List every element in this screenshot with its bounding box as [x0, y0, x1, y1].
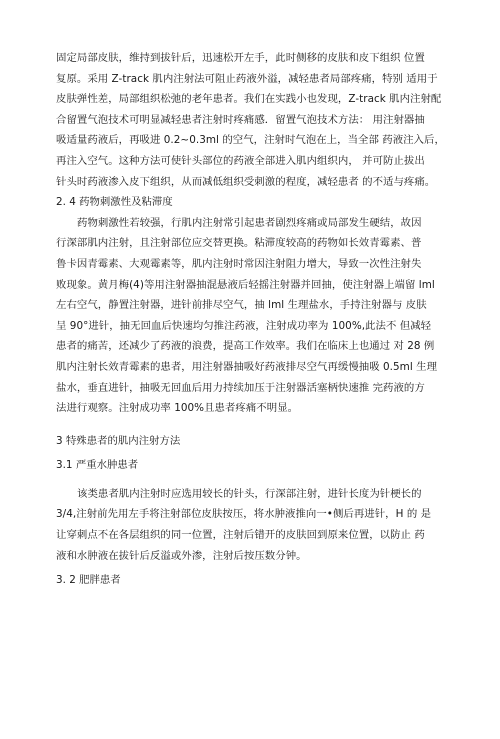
text-line: 皮肤弹性差，局部组织松弛的老年患者。我们在实践小也发现，Z-track 肌内注射配: [56, 93, 442, 106]
text-line: 吸适量药液后，再吸进 0.2~0.3ml 的空气，注射时气泡在上，当全部 药液注入后，: [56, 134, 445, 147]
paragraph-edema: [56, 484, 456, 566]
text-line: 该类患者肌内注射时应选用较长的针头，行深部注射，进针长度为针梗长的: [77, 487, 422, 500]
text-line: 3/4,注射前先用左手将注射部位皮肤按压，将水肿液推向一•侧后再进针，H 的 是: [56, 508, 432, 521]
text-line: 药物刺激性若较强，行肌内注射常引起患者剧烈疼痛或局部发生硬结，故因: [77, 216, 422, 229]
text-line: 左右空气，静置注射器，进针前排尽空气，抽 lml 生理盐水，手持注射器与 皮肤: [56, 299, 427, 312]
text-line: 行深部肌内注射，且注射部位应交替更换。粘滞度较高的药物如长效青霉素、普: [56, 237, 422, 250]
text-line: 液和水肿液在拔针后反溢或外渗，注射后按压数分钟。: [56, 549, 307, 562]
text-line: 固定局部皮肤，维持到拔针后，迅速松开左手，此时侧移的皮肤和皮下组织 位置: [56, 52, 425, 64]
section-heading-2-4: 2. 4 药物刺激性及粘滞度: [56, 196, 173, 209]
text-line: 败现象。黄月梅(4)等用注射器抽混悬液后轻摇注射器并回抽，使注射器上端留 lml: [56, 278, 435, 291]
document-page: [56, 48, 456, 591]
section-heading-3: 3 特殊患者的肌内注射方法: [56, 434, 181, 447]
text-line: 让穿刺点不在各层组织的同一位置，注射后错开的皮肤回到原来位置，以防止 药: [56, 529, 425, 542]
text-line: 法进行观察。注射成功率 100%且患者疼痛不明显。: [56, 402, 299, 415]
text-line: 肌内注射长效青霉素的患者，用注射器抽吸好药液排尽空气再缓慢抽吸 0.5ml 生理: [56, 360, 438, 373]
paragraph-drug-irritation: [56, 213, 456, 419]
text-line: 鲁卡因青霉素、大观霉素等，肌内注射时常因注射阻力增大，导致一次性注射失: [56, 257, 422, 270]
text-line: 针头时药液渗入皮下组织，从而减低组织受刺激的程度，减轻患者 的不适与疼痛。: [56, 175, 436, 188]
text-line: 盐水，垂直进针，抽吸无回血后用力持续加压于注射器活塞柄快速推 完药液的方: [56, 381, 425, 394]
section-heading-3-1: 3.1 严重水肿患者: [56, 459, 139, 472]
text-line: 合留置气泡技术可明显减轻患者注射时疼痛感．留置气泡技术方法： 用注射器抽: [56, 113, 425, 126]
paragraph-z-track: [56, 48, 456, 192]
section-heading-3-2: 3. 2 肥胖患者: [56, 574, 121, 587]
text-line: 复原。采用 Z-track 肌内注射法可阻止药液外溢，减轻患者局部疼痛，特别 适用于: [56, 72, 438, 85]
text-line: 患者的痛苦，还减少了药液的浪费，提高工作效率。我们在临床上也通过 对 28 例: [56, 340, 435, 353]
text-line: 呈 90°进针，抽无回血后快速均匀推注药液，注射成功率为 100%,此法不 但减轻: [56, 319, 432, 332]
text-line: 再注入空气。这种方法可使针头部位的药液全部进入肌内组织内， 并可防止拔出: [56, 154, 425, 167]
